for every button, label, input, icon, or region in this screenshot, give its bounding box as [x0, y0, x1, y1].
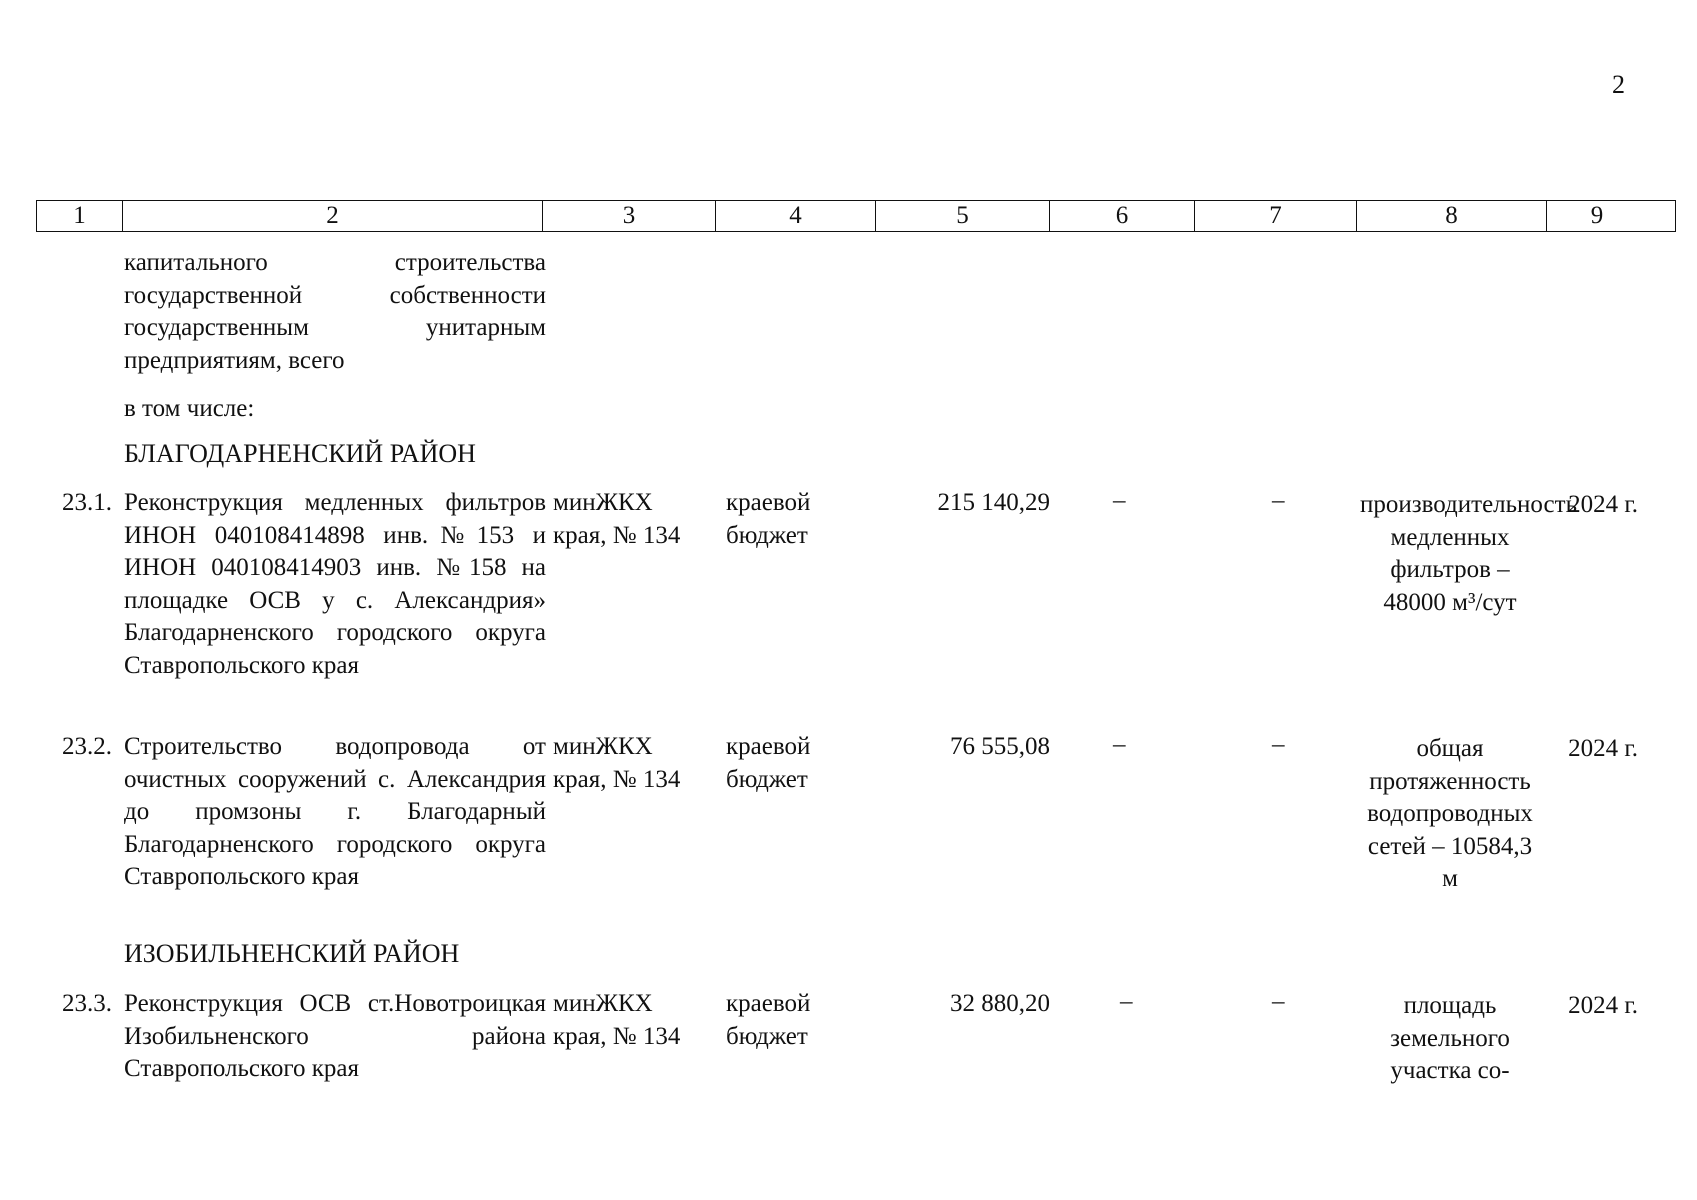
- row-col6-dash: –: [1113, 487, 1126, 514]
- row-result: общая протяженность водопроводных сетей – 10584,3 м: [1367, 735, 1533, 892]
- row-year: 2024 г.: [1568, 735, 1638, 762]
- column-number-header: [36, 200, 1676, 232]
- section-heading: БЛАГОДАРНЕНСКИЙ РАЙОН: [124, 439, 476, 468]
- row-result: площадь земельного участка со-: [1390, 992, 1510, 1084]
- page-number: 2: [1612, 70, 1625, 99]
- column-header-6: 6: [1050, 201, 1195, 231]
- row-number: 23.3.: [62, 990, 112, 1017]
- row-agency: минЖКХ края, № 134: [553, 733, 681, 793]
- row-year: 2024 г.: [1568, 992, 1638, 1019]
- column-header-9: 9: [1590, 202, 1604, 229]
- row-title: Строительство водопровода от очистных сооружений с. Александрия до промзоны г. Благодарный Благодарненского городского округа Ставропольского края: [124, 733, 546, 890]
- row-amount: 32 880,20: [950, 990, 1050, 1017]
- row-budget: краевой бюджет: [726, 990, 811, 1050]
- row-year: 2024 г.: [1568, 491, 1638, 518]
- row-amount: 76 555,08: [950, 733, 1050, 760]
- row-number: 23.2.: [62, 733, 112, 760]
- row-budget: краевой бюджет: [726, 489, 811, 549]
- row-agency: минЖКХ края, № 134: [553, 489, 681, 549]
- column-header-8: 8: [1357, 201, 1547, 231]
- row-col6-dash: –: [1113, 731, 1126, 758]
- row-budget: краевой бюджет: [726, 733, 811, 793]
- row-title: Реконструкция ОСВ ст.Новотроицкая Изобильненского района Ставропольского края: [124, 990, 546, 1082]
- row-agency: минЖКХ края, № 134: [553, 990, 681, 1050]
- row-col6-dash: –: [1120, 988, 1133, 1015]
- row-result: производительность медленных фильтров – 48000 м³/сут: [1360, 491, 1577, 616]
- column-header-5: 5: [876, 201, 1050, 231]
- column-header-3: 3: [543, 201, 716, 231]
- column-header-1: 1: [37, 201, 123, 231]
- row-amount: 215 140,29: [937, 489, 1050, 516]
- row-col7-dash: –: [1272, 988, 1285, 1015]
- row-number: 23.1.: [62, 489, 112, 516]
- intro-text: капитального строительства государственной собственности государственным унитарным предприятиям, всего: [124, 249, 546, 374]
- row-col7-dash: –: [1272, 731, 1285, 758]
- column-header-2: 2: [123, 201, 543, 231]
- section-heading: ИЗОБИЛЬНЕНСКИЙ РАЙОН: [124, 939, 460, 968]
- in-that-number-label: в том числе:: [124, 395, 255, 422]
- column-header-4: 4: [716, 201, 876, 231]
- row-col7-dash: –: [1272, 487, 1285, 514]
- row-title: Реконструкция медленных фильтров ИНОН 040108414898 инв.№153 и ИНОН 040108414903 инв. №158 на площадке ОСВ у с. Александрия» Благодарненского городского округа Ставропольского края: [124, 489, 546, 679]
- column-header-7: 7: [1195, 201, 1357, 231]
